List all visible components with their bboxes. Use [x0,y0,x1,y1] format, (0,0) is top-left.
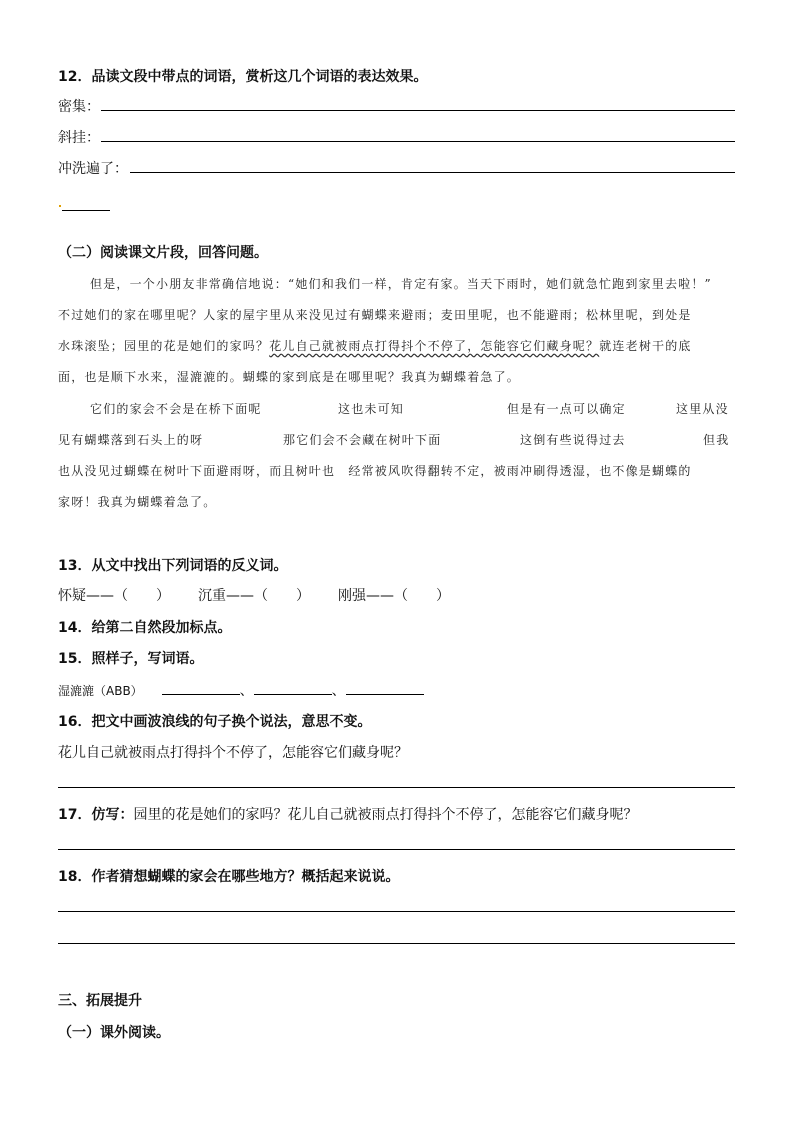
question-14-title: 14．给第二自然段加标点。 [58,620,232,636]
answer-line[interactable] [58,911,735,912]
question-17 [58,804,637,824]
quoted-sentence: 花儿自己就被雨点打得抖个不停了，怎能容它们藏身呢？ [58,745,408,761]
stray-mark [59,205,61,207]
antonym-item[interactable]: 怀疑——（ ） [58,588,170,604]
section-3-title: 三、拓展提升 [58,993,142,1009]
question-12-title: 12．品读文段中带点的词语，赏析这几个词语的表达效果。 [58,69,428,85]
antonym-item[interactable]: 沉重——（ ） [198,588,310,604]
passage-fragment: 这倒有些说得过去 [520,433,626,447]
passage-text: 就连老树干的底 [599,339,692,353]
answer-label-xiegua: 斜挂： [58,130,100,146]
passage-line: 但是，一个小朋友非常确信地说：“她们和我们一样，肯定有家。当天下雨时，她们就急忙跑到家里去啦！” [90,277,712,291]
passage-line [58,337,692,354]
antonym-item[interactable]: 刚强——（ ） [338,588,450,604]
answer-label-miji: 密集： [58,99,100,115]
model-sentence: 园里的花是她们的家吗？花儿自己就被雨点打得抖个不停了，怎能容它们藏身呢？ [133,807,638,823]
answer-line[interactable] [101,141,735,142]
answer-label-chongxi: 冲洗遍了： [58,161,128,177]
question-17-title: 17．仿写： [58,807,134,823]
passage-text: 水珠滚坠；园里的花是她们的家吗？ [58,339,270,353]
question-15-title: 15．照样子，写词语。 [58,651,204,667]
question-13-title: 13．从文中找出下列词语的反义词。 [58,558,288,574]
answer-line[interactable] [130,172,735,173]
passage-fragment: 但我 [703,433,730,447]
word-example-row [58,680,424,700]
word-blank[interactable] [254,682,332,695]
passage-line: 不过她们的家在哪里呢？人家的屋宇里从来没见过有蝴蝶来避雨；麦田里呢，也不能避雨；松林里呢，到处是 [58,308,692,322]
word-blank[interactable] [162,682,240,695]
word-blank[interactable] [346,682,424,695]
passage-fragment: 它们的家会不会是在桥下面呢 [90,402,262,416]
short-line [62,210,110,211]
passage-line: 家呀！我真为蝴蝶着急了。 [58,495,217,509]
section-3-subtitle: （一）课外阅读。 [58,1025,170,1041]
answer-line[interactable] [58,849,735,850]
answer-line[interactable] [58,943,735,944]
question-16-title: 16．把文中画波浪线的句子换个说法，意思不变。 [58,714,372,730]
question-18-title: 18．作者猜想蝴蝶的家会在哪些地方？概括起来说说。 [58,869,400,885]
passage-fragment: 这里从没 [676,402,729,416]
answer-line[interactable] [58,787,735,788]
passage-line: 面，也是顺下水来，湿漉漉的。蝴蝶的家到底是在哪里呢？我真为蝴蝶着急了。 [58,370,521,384]
section-2-title: （二）阅读课文片段，回答问题。 [58,245,268,261]
wavy-underlined-sentence: 花儿自己就被雨点打得抖个不停了，怎能容它们藏身呢？ [269,339,600,353]
passage-fragment: 见有蝴蝶落到石头上的呀 [58,433,204,447]
example-word: 湿漉漉（ABB） [58,684,143,698]
separator: 、 [331,683,346,699]
answer-line[interactable] [101,110,735,111]
passage-fragment: 这也未可知 [338,402,405,416]
passage-line: 也从没见过蝴蝶在树叶下面避雨呀，而且树叶也 经常被风吹得翻转不定，被雨冲刷得透湿，也不像是蝴蝶的 [58,464,692,478]
passage-fragment: 但是有一点可以确定 [507,402,626,416]
separator: 、 [239,683,254,699]
passage-fragment: 那它们会不会藏在树叶下面 [283,433,442,447]
